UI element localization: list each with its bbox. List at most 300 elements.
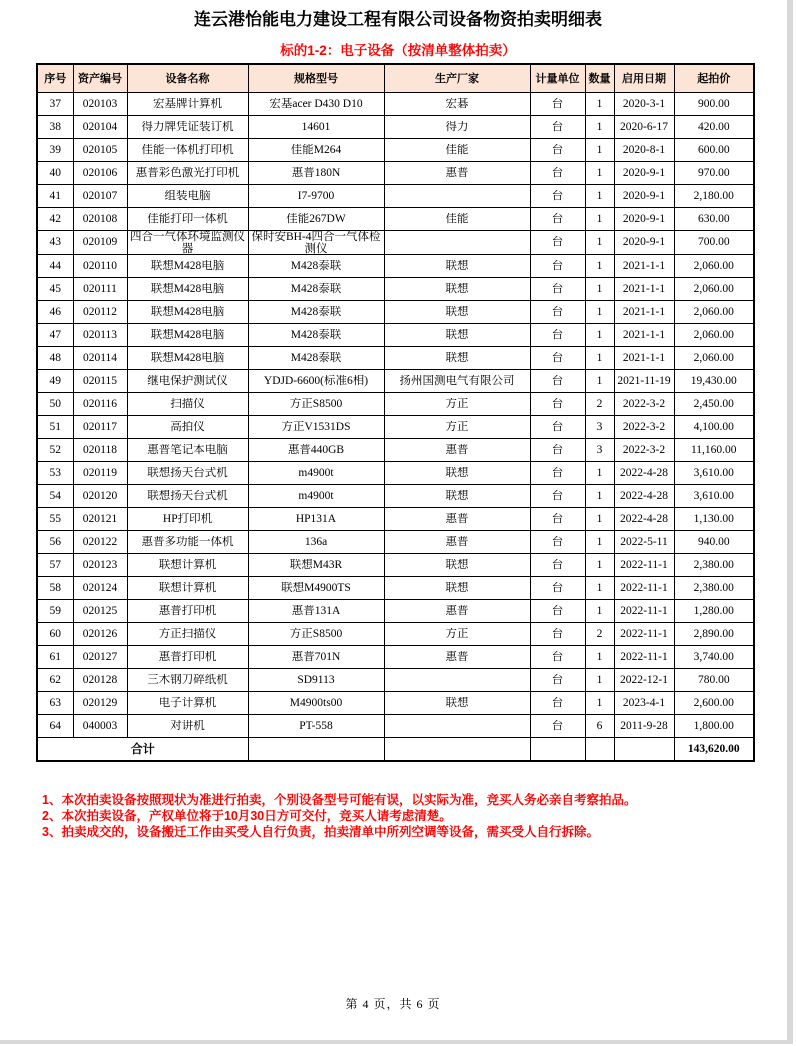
cell-start-date: 2020-9-1 — [614, 207, 674, 230]
cell-manufacturer: 联想 — [384, 277, 530, 300]
cell-start-date: 2021-1-1 — [614, 254, 674, 277]
cell-serial: 56 — [37, 530, 73, 553]
cell-qty: 1 — [585, 207, 614, 230]
cell-device-name: 得力牌凭证装订机 — [127, 115, 248, 138]
cell-start-date: 2023-4-1 — [614, 691, 674, 714]
cell-device-name: 高拍仪 — [127, 415, 248, 438]
cell-device-name: 联想M428电脑 — [127, 323, 248, 346]
cell-model: 佳能M264 — [248, 138, 384, 161]
note-line-2: 2、本次拍卖设备，产权单位将于10月30日方可交付，竞买人请考虑清楚。 — [42, 809, 452, 823]
cell-device-name: 方正扫描仪 — [127, 622, 248, 645]
cell-start-date: 2020-9-1 — [614, 161, 674, 184]
total-empty-model — [248, 737, 384, 761]
table-row — [37, 115, 754, 138]
cell-asset-no: 020129 — [73, 691, 127, 714]
cell-model: 联想M43R — [248, 553, 384, 576]
cell-unit: 台 — [530, 254, 585, 277]
cell-serial: 60 — [37, 622, 73, 645]
cell-qty: 1 — [585, 230, 614, 254]
cell-unit: 台 — [530, 714, 585, 737]
header-start-price: 起拍价 — [674, 64, 754, 92]
cell-start-date: 2022-11-1 — [614, 553, 674, 576]
cell-qty: 1 — [585, 461, 614, 484]
cell-start-price: 2,180.00 — [674, 184, 754, 207]
cell-unit: 台 — [530, 576, 585, 599]
cell-serial: 47 — [37, 323, 73, 346]
cell-asset-no: 020121 — [73, 507, 127, 530]
cell-qty: 1 — [585, 484, 614, 507]
auction-table — [36, 63, 755, 762]
cell-qty: 1 — [585, 346, 614, 369]
cell-model: 保时安BH-4四合一气体检测仪 — [248, 230, 384, 254]
cell-asset-no: 020108 — [73, 207, 127, 230]
cell-start-price: 2,060.00 — [674, 254, 754, 277]
cell-start-price: 2,450.00 — [674, 392, 754, 415]
cell-serial: 62 — [37, 668, 73, 691]
table-row — [37, 207, 754, 230]
cell-asset-no: 020106 — [73, 161, 127, 184]
cell-start-price: 900.00 — [674, 92, 754, 115]
cell-model: 联想M4900TS — [248, 576, 384, 599]
cell-serial: 59 — [37, 599, 73, 622]
cell-manufacturer: 惠普 — [384, 507, 530, 530]
cell-qty: 1 — [585, 369, 614, 392]
cell-qty: 2 — [585, 392, 614, 415]
cell-model: 宏基acer D430 D10 — [248, 92, 384, 115]
cell-qty: 1 — [585, 553, 614, 576]
table-row — [37, 323, 754, 346]
cell-unit: 台 — [530, 300, 585, 323]
table-row — [37, 599, 754, 622]
cell-manufacturer: 联想 — [384, 553, 530, 576]
cell-start-date: 2021-11-19 — [614, 369, 674, 392]
cell-start-date: 2021-1-1 — [614, 346, 674, 369]
cell-start-date: 2020-6-17 — [614, 115, 674, 138]
header-model: 规格型号 — [248, 64, 384, 92]
auction-table-footer — [37, 737, 754, 761]
cell-start-price: 2,060.00 — [674, 277, 754, 300]
cell-start-price: 3,740.00 — [674, 645, 754, 668]
cell-device-name: 惠普彩色激光打印机 — [127, 161, 248, 184]
cell-serial: 45 — [37, 277, 73, 300]
cell-qty: 2 — [585, 622, 614, 645]
cell-asset-no: 020119 — [73, 461, 127, 484]
cell-manufacturer: 联想 — [384, 576, 530, 599]
cell-asset-no: 040003 — [73, 714, 127, 737]
cell-unit: 台 — [530, 438, 585, 461]
cell-manufacturer: 扬州国测电气有限公司 — [384, 369, 530, 392]
cell-start-date: 2022-11-1 — [614, 599, 674, 622]
cell-start-date: 2020-9-1 — [614, 184, 674, 207]
auction-table-body — [37, 92, 754, 737]
cell-manufacturer: 宏碁 — [384, 92, 530, 115]
cell-model: HP131A — [248, 507, 384, 530]
cell-asset-no: 020127 — [73, 645, 127, 668]
cell-serial: 41 — [37, 184, 73, 207]
cell-device-name: HP打印机 — [127, 507, 248, 530]
cell-qty: 1 — [585, 277, 614, 300]
cell-serial: 42 — [37, 207, 73, 230]
cell-model: 136a — [248, 530, 384, 553]
cell-unit: 台 — [530, 161, 585, 184]
cell-asset-no: 020117 — [73, 415, 127, 438]
total-row — [37, 737, 754, 761]
table-row — [37, 507, 754, 530]
cell-asset-no: 020112 — [73, 300, 127, 323]
note-line-1: 1、本次拍卖设备按照现状为准进行拍卖，个别设备型号可能有误，以实际为准，竞买人务必亲自考察拍品。 — [42, 793, 637, 807]
cell-start-price: 4,100.00 — [674, 415, 754, 438]
cell-manufacturer: 联想 — [384, 461, 530, 484]
cell-device-name: 联想计算机 — [127, 576, 248, 599]
cell-serial: 43 — [37, 230, 73, 254]
cell-model: m4900t — [248, 461, 384, 484]
cell-start-price: 2,600.00 — [674, 691, 754, 714]
cell-start-date: 2022-11-1 — [614, 576, 674, 599]
cell-manufacturer: 惠普 — [384, 530, 530, 553]
cell-device-name: 惠普笔记本电脑 — [127, 438, 248, 461]
cell-start-date: 2022-11-1 — [614, 645, 674, 668]
cell-unit: 台 — [530, 622, 585, 645]
cell-unit: 台 — [530, 507, 585, 530]
cell-device-name: 惠普多功能一体机 — [127, 530, 248, 553]
cell-manufacturer: 联想 — [384, 484, 530, 507]
cell-start-date: 2021-1-1 — [614, 300, 674, 323]
page-number: 第 4 页，共 6 页 — [345, 997, 441, 1011]
cell-start-price: 420.00 — [674, 115, 754, 138]
table-row — [37, 415, 754, 438]
cell-unit: 台 — [530, 92, 585, 115]
cell-manufacturer: 联想 — [384, 323, 530, 346]
cell-start-date: 2022-4-28 — [614, 461, 674, 484]
table-row — [37, 254, 754, 277]
cell-model: m4900t — [248, 484, 384, 507]
cell-asset-no: 020126 — [73, 622, 127, 645]
table-row — [37, 369, 754, 392]
cell-serial: 50 — [37, 392, 73, 415]
cell-asset-no: 020113 — [73, 323, 127, 346]
header-start-date: 启用日期 — [614, 64, 674, 92]
header-unit: 计量单位 — [530, 64, 585, 92]
cell-start-price: 1,130.00 — [674, 507, 754, 530]
header-asset-no: 资产编号 — [73, 64, 127, 92]
table-row — [37, 484, 754, 507]
page-title: 连云港怡能电力建设工程有限公司设备物资拍卖明细表 — [194, 10, 602, 29]
cell-device-name: 扫描仪 — [127, 392, 248, 415]
cell-start-price: 780.00 — [674, 668, 754, 691]
total-empty-qty — [585, 737, 614, 761]
cell-serial: 58 — [37, 576, 73, 599]
table-row — [37, 138, 754, 161]
cell-serial: 54 — [37, 484, 73, 507]
cell-qty: 6 — [585, 714, 614, 737]
cell-manufacturer: 佳能 — [384, 207, 530, 230]
cell-device-name: 联想M428电脑 — [127, 346, 248, 369]
cell-serial: 40 — [37, 161, 73, 184]
cell-start-price: 3,610.00 — [674, 484, 754, 507]
cell-qty: 1 — [585, 254, 614, 277]
cell-qty: 3 — [585, 438, 614, 461]
table-row — [37, 230, 754, 254]
cell-serial: 44 — [37, 254, 73, 277]
cell-model: 14601 — [248, 115, 384, 138]
table-row — [37, 161, 754, 184]
cell-serial: 49 — [37, 369, 73, 392]
total-value: 143,620.00 — [674, 737, 754, 761]
cell-serial: 57 — [37, 553, 73, 576]
table-row — [37, 438, 754, 461]
cell-serial: 64 — [37, 714, 73, 737]
cell-unit: 台 — [530, 115, 585, 138]
cell-start-price: 2,890.00 — [674, 622, 754, 645]
table-row — [37, 576, 754, 599]
cell-manufacturer — [384, 714, 530, 737]
cell-manufacturer: 联想 — [384, 691, 530, 714]
cell-serial: 39 — [37, 138, 73, 161]
cell-start-date: 2022-3-2 — [614, 415, 674, 438]
cell-manufacturer: 惠普 — [384, 438, 530, 461]
table-row — [37, 277, 754, 300]
cell-model: 惠普131A — [248, 599, 384, 622]
cell-unit: 台 — [530, 530, 585, 553]
cell-manufacturer: 佳能 — [384, 138, 530, 161]
cell-asset-no: 020103 — [73, 92, 127, 115]
table-row — [37, 184, 754, 207]
total-empty-unit — [530, 737, 585, 761]
cell-start-date: 2020-8-1 — [614, 138, 674, 161]
cell-model: 方正S8500 — [248, 622, 384, 645]
cell-unit: 台 — [530, 346, 585, 369]
cell-start-date: 2022-3-2 — [614, 438, 674, 461]
cell-model: M4900ts00 — [248, 691, 384, 714]
cell-device-name: 三木钢刀碎纸机 — [127, 668, 248, 691]
cell-qty: 1 — [585, 161, 614, 184]
cell-manufacturer — [384, 668, 530, 691]
cell-asset-no: 020115 — [73, 369, 127, 392]
cell-start-price: 970.00 — [674, 161, 754, 184]
cell-manufacturer — [384, 230, 530, 254]
cell-asset-no: 020125 — [73, 599, 127, 622]
cell-manufacturer: 惠普 — [384, 645, 530, 668]
cell-qty: 1 — [585, 323, 614, 346]
cell-qty: 1 — [585, 300, 614, 323]
cell-start-date: 2022-4-28 — [614, 484, 674, 507]
cell-unit: 台 — [530, 323, 585, 346]
cell-start-price: 2,380.00 — [674, 576, 754, 599]
cell-model: 惠普440GB — [248, 438, 384, 461]
note-line-3: 3、拍卖成交的，设备搬迁工作由买受人自行负责，拍卖清单中所列空调等设备，需买受人自行拆除。 — [42, 825, 599, 839]
cell-start-price: 2,380.00 — [674, 553, 754, 576]
cell-unit: 台 — [530, 415, 585, 438]
cell-unit: 台 — [530, 138, 585, 161]
table-row — [37, 461, 754, 484]
cell-manufacturer: 联想 — [384, 300, 530, 323]
cell-manufacturer: 联想 — [384, 346, 530, 369]
cell-model: PT-558 — [248, 714, 384, 737]
cell-start-price: 2,060.00 — [674, 346, 754, 369]
cell-start-price: 1,800.00 — [674, 714, 754, 737]
cell-start-date: 2020-9-1 — [614, 230, 674, 254]
table-row — [37, 714, 754, 737]
total-empty-date — [614, 737, 674, 761]
cell-qty: 1 — [585, 530, 614, 553]
cell-model: M428泰联 — [248, 346, 384, 369]
cell-qty: 1 — [585, 599, 614, 622]
cell-device-name: 佳能打印一体机 — [127, 207, 248, 230]
cell-serial: 48 — [37, 346, 73, 369]
cell-start-date: 2021-1-1 — [614, 277, 674, 300]
cell-device-name: 联想计算机 — [127, 553, 248, 576]
table-row — [37, 346, 754, 369]
cell-asset-no: 020124 — [73, 576, 127, 599]
auction-notes — [42, 792, 796, 840]
cell-manufacturer: 得力 — [384, 115, 530, 138]
cell-model: SD9113 — [248, 668, 384, 691]
table-row — [37, 645, 754, 668]
cell-start-price: 1,280.00 — [674, 599, 754, 622]
cell-unit: 台 — [530, 668, 585, 691]
cell-asset-no: 020109 — [73, 230, 127, 254]
cell-device-name: 对讲机 — [127, 714, 248, 737]
header-device-name: 设备名称 — [127, 64, 248, 92]
cell-unit: 台 — [530, 553, 585, 576]
cell-start-date: 2022-4-28 — [614, 507, 674, 530]
cell-start-price: 2,060.00 — [674, 323, 754, 346]
cell-qty: 1 — [585, 576, 614, 599]
cell-device-name: 佳能一体机打印机 — [127, 138, 248, 161]
cell-start-price: 600.00 — [674, 138, 754, 161]
cell-unit: 台 — [530, 461, 585, 484]
cell-device-name: 联想扬天台式机 — [127, 484, 248, 507]
table-row — [37, 622, 754, 645]
cell-model: M428泰联 — [248, 254, 384, 277]
header-serial: 序号 — [37, 64, 73, 92]
header-manufacturer: 生产厂家 — [384, 64, 530, 92]
cell-start-price: 630.00 — [674, 207, 754, 230]
table-row — [37, 300, 754, 323]
table-row — [37, 668, 754, 691]
cell-model: 惠普701N — [248, 645, 384, 668]
cell-model: YDJD-6600(标准6相) — [248, 369, 384, 392]
cell-qty: 1 — [585, 92, 614, 115]
cell-manufacturer — [384, 184, 530, 207]
cell-device-name: 联想M428电脑 — [127, 300, 248, 323]
cell-start-price: 11,160.00 — [674, 438, 754, 461]
table-row — [37, 691, 754, 714]
cell-start-date: 2022-12-1 — [614, 668, 674, 691]
cell-qty: 1 — [585, 668, 614, 691]
cell-qty: 3 — [585, 415, 614, 438]
cell-device-name: 组装电脑 — [127, 184, 248, 207]
cell-unit: 台 — [530, 230, 585, 254]
cell-asset-no: 020122 — [73, 530, 127, 553]
cell-asset-no: 020123 — [73, 553, 127, 576]
total-label: 合计 — [37, 737, 248, 761]
cell-model: M428泰联 — [248, 323, 384, 346]
cell-asset-no: 020116 — [73, 392, 127, 415]
page-edge-shadow-right — [787, 0, 793, 1043]
cell-qty: 1 — [585, 645, 614, 668]
cell-model: M428泰联 — [248, 300, 384, 323]
cell-asset-no: 020120 — [73, 484, 127, 507]
cell-manufacturer: 方正 — [384, 415, 530, 438]
cell-model: 佳能267DW — [248, 207, 384, 230]
cell-asset-no: 020105 — [73, 138, 127, 161]
cell-device-name: 联想M428电脑 — [127, 277, 248, 300]
cell-device-name: 惠普打印机 — [127, 645, 248, 668]
cell-start-price: 700.00 — [674, 230, 754, 254]
cell-device-name: 联想M428电脑 — [127, 254, 248, 277]
cell-device-name: 联想扬天台式机 — [127, 461, 248, 484]
cell-manufacturer: 方正 — [384, 392, 530, 415]
cell-start-date: 2022-5-11 — [614, 530, 674, 553]
cell-unit: 台 — [530, 392, 585, 415]
cell-model: 方正S8500 — [248, 392, 384, 415]
cell-start-date: 2022-11-1 — [614, 622, 674, 645]
table-row — [37, 92, 754, 115]
auction-table-header — [37, 64, 754, 92]
header-qty: 数量 — [585, 64, 614, 92]
table-row — [37, 553, 754, 576]
cell-serial: 52 — [37, 438, 73, 461]
page-edge-shadow-bottom — [0, 1040, 793, 1044]
cell-serial: 61 — [37, 645, 73, 668]
cell-serial: 38 — [37, 115, 73, 138]
cell-start-date: 2011-9-28 — [614, 714, 674, 737]
cell-manufacturer: 惠普 — [384, 161, 530, 184]
cell-start-price: 19,430.00 — [674, 369, 754, 392]
cell-unit: 台 — [530, 691, 585, 714]
table-row — [37, 392, 754, 415]
cell-asset-no: 020107 — [73, 184, 127, 207]
cell-device-name: 电子计算机 — [127, 691, 248, 714]
cell-serial: 53 — [37, 461, 73, 484]
cell-asset-no: 020114 — [73, 346, 127, 369]
cell-unit: 台 — [530, 184, 585, 207]
cell-unit: 台 — [530, 484, 585, 507]
cell-start-price: 940.00 — [674, 530, 754, 553]
cell-asset-no: 020104 — [73, 115, 127, 138]
cell-start-date: 2020-3-1 — [614, 92, 674, 115]
cell-unit: 台 — [530, 277, 585, 300]
cell-unit: 台 — [530, 599, 585, 622]
cell-device-name: 四合一气体环境监测仪器 — [127, 230, 248, 254]
cell-asset-no: 020111 — [73, 277, 127, 300]
cell-start-date: 2022-3-2 — [614, 392, 674, 415]
cell-device-name: 继电保护测试仪 — [127, 369, 248, 392]
lot-subtitle: 标的1-2：电子设备（按清单整体拍卖） — [280, 43, 516, 58]
cell-unit: 台 — [530, 369, 585, 392]
cell-serial: 51 — [37, 415, 73, 438]
cell-device-name: 惠普打印机 — [127, 599, 248, 622]
cell-start-price: 2,060.00 — [674, 300, 754, 323]
cell-qty: 1 — [585, 691, 614, 714]
cell-device-name: 宏基牌计算机 — [127, 92, 248, 115]
cell-start-price: 3,610.00 — [674, 461, 754, 484]
cell-start-date: 2021-1-1 — [614, 323, 674, 346]
cell-unit: 台 — [530, 645, 585, 668]
cell-model: I7-9700 — [248, 184, 384, 207]
cell-qty: 1 — [585, 138, 614, 161]
cell-manufacturer: 惠普 — [384, 599, 530, 622]
cell-unit: 台 — [530, 207, 585, 230]
cell-serial: 37 — [37, 92, 73, 115]
cell-serial: 55 — [37, 507, 73, 530]
cell-asset-no: 020110 — [73, 254, 127, 277]
total-empty-manufacturer — [384, 737, 530, 761]
cell-manufacturer: 联想 — [384, 254, 530, 277]
cell-model: 惠普180N — [248, 161, 384, 184]
cell-asset-no: 020128 — [73, 668, 127, 691]
